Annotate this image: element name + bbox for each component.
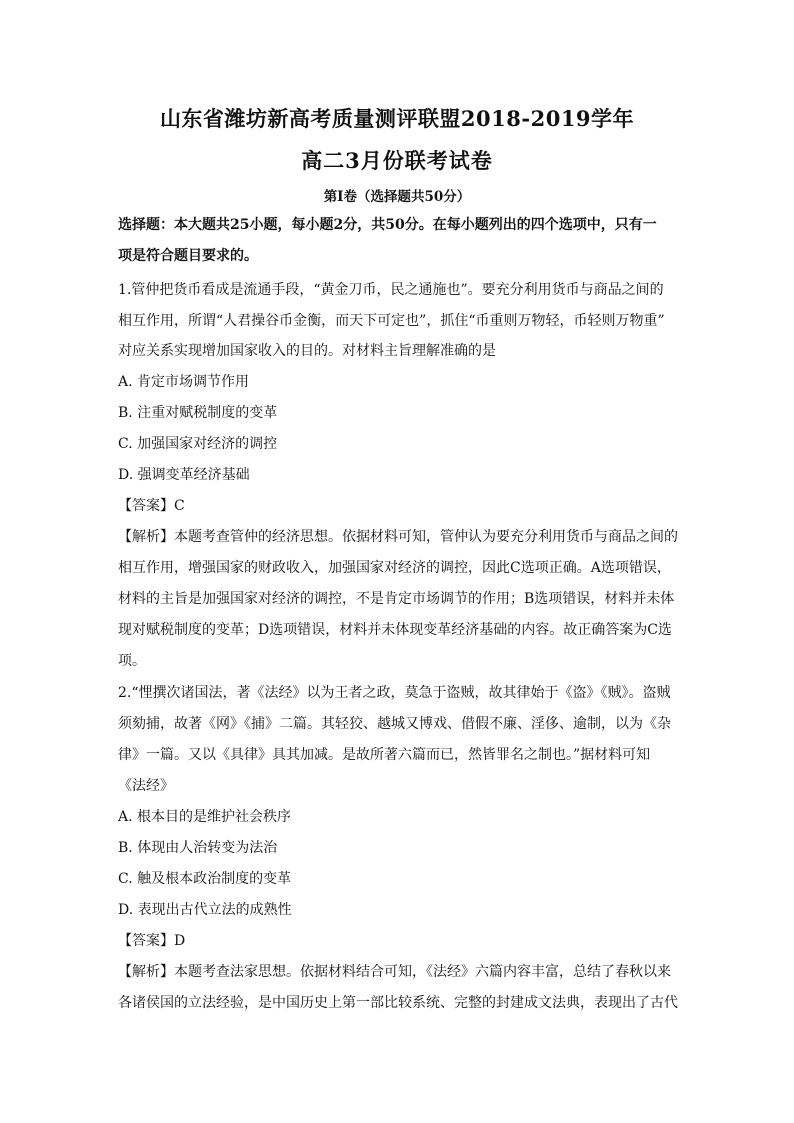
q2-answer: 【答案】D: [118, 933, 186, 949]
q1-stem-line-2: 相互作用，所谓“人君操谷币金衡，而天下可定也”，抓住“币重则万物轻，币轻则万物重”: [118, 313, 665, 329]
q2-option-b: B. 体现由人治转变为法治: [118, 840, 278, 856]
exam-title: 山东省潍坊新高考质量测评联盟2018-2019学年: [159, 106, 635, 131]
q1-option-c: C. 加强国家对经济的调控: [118, 436, 278, 452]
q2-analysis-line-2: 各诸侯国的立法经验，是中国历史上第一部比较系统、完整的封建成文法典，表现出了古代: [118, 995, 678, 1011]
q1-option-d: D. 强调变革经济基础: [118, 467, 250, 483]
q2-option-a: A. 根本目的是维护社会秩序: [118, 809, 292, 825]
q1-stem-line-1: 1.管仲把货币看成是流通手段，“黄金刀币，民之通施也”。要充分利用货币与商品之间的: [118, 282, 664, 298]
q1-option-a: A. 肯定市场调节作用: [118, 374, 250, 390]
q1-analysis-line-4: 现对赋税制度的变革；D选项错误，材料并未体现变革经济基础的内容。故正确答案为C选: [118, 622, 672, 638]
q1-analysis-line-2: 相互作用，增强国家的财政收入，加强国家对经济的调控，因此C选项正确。A选项错误，: [118, 560, 671, 576]
section-heading: 第Ⅰ卷（选择题共50分）: [323, 189, 471, 205]
q1-analysis-line-3: 材料的主旨是加强国家对经济的调控，不是肯定市场调节的作用；B选项错误，材料并未体: [118, 591, 675, 607]
q2-option-d: D. 表现出古代立法的成熟性: [118, 902, 292, 918]
q2-stem-line-2: 须劾捕，故著《网》《捕》二篇。其轻狡、越城又博戏、借假不廉、淫侈、逾制，以为《杂: [118, 716, 671, 732]
q1-analysis-line-1: 【解析】本题考查管仲的经济思想。依据材料可知，管仲认为要充分利用货币与商品之间的: [118, 529, 678, 545]
q1-stem-line-3: 对应关系实现增加国家收入的目的。对材料主旨理解准确的是: [118, 343, 496, 359]
q2-stem-line-3: 律》一篇。又以《具律》具其加减。是故所著六篇而已，然皆罪名之制也。”据材料可知: [118, 747, 651, 763]
q1-answer: 【答案】C: [118, 498, 185, 514]
exam-subtitle: 高二3月份联考试卷: [301, 148, 493, 173]
q2-analysis-line-1: 【解析】本题考查法家思想。依据材料结合可知，《法经》六篇内容丰富，总结了春秋以来: [118, 964, 671, 980]
q2-option-c: C. 触及根本政治制度的变革: [118, 871, 292, 887]
q2-stem-line-1: 2.“悝撰次诸国法，著《法经》以为王者之政，莫急于盗贼，故其律始于《盗》《贼》。盗贼: [118, 685, 671, 701]
q1-option-b: B. 注重对赋税制度的变革: [118, 405, 278, 421]
instructions-line-2: 项是符合题目要求的。: [118, 248, 258, 264]
q1-analysis-line-5: 项。: [118, 653, 146, 669]
q2-stem-line-4: 《法经》: [118, 778, 174, 794]
instructions-line-1: 选择题：本大题共25小题，每小题2分，共50分。在每小题列出的四个选项中，只有一: [118, 217, 657, 233]
